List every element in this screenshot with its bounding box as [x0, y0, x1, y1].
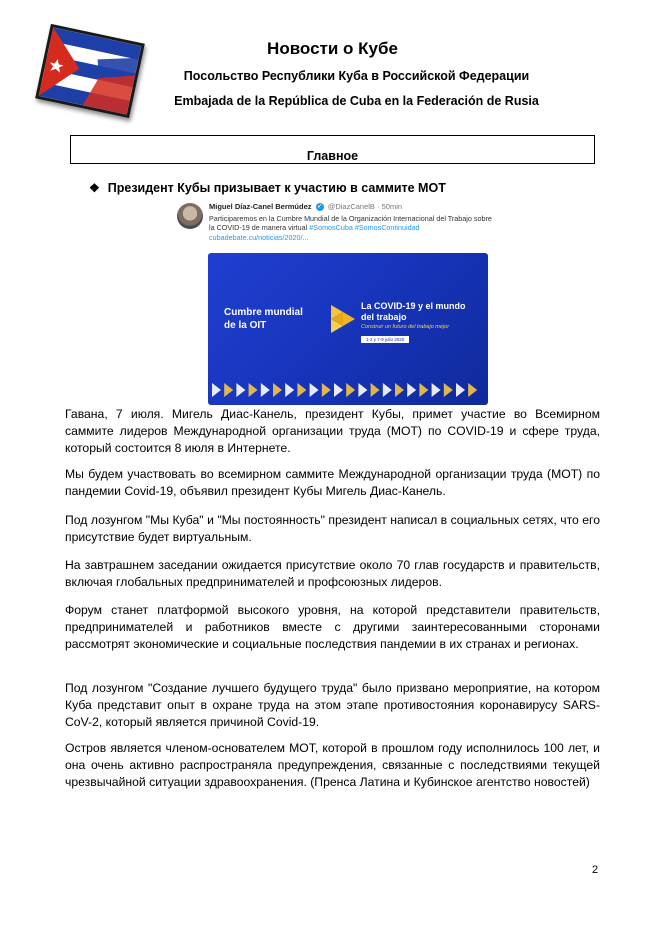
newsletter-title: Новости о Кубе	[267, 39, 398, 58]
page-number: 2	[592, 864, 599, 876]
verified-badge-icon: ✓	[317, 204, 323, 211]
tweet-handle: @DiazCanelB · 50min	[327, 202, 403, 211]
paragraph-4: На завтрашнем заседании ожидается присутствие около 70 глав государств и правительств, включая глобальных предпринимателей и профсоюзных лидеров.	[65, 558, 600, 589]
tweet-author-name: Miguel Díaz-Canel Bermúdez	[209, 202, 312, 211]
tweet-text	[209, 214, 495, 242]
headline-text: Президент Кубы призывает к участию в саммите МОТ	[107, 181, 446, 195]
tweet-image	[175, 197, 495, 408]
paragraph-5: Форум станет платформой высокого уровня, на которой представители правительств, предпринимателей и работников вместе с другими заинтересованными сторонами рассмотрят экономические и социальные последствия пандемии в их странах и регионах.	[65, 603, 600, 651]
diamond-bullet-icon: ❖	[89, 181, 100, 195]
triangle-pattern-icon	[212, 381, 484, 399]
paragraph-1: Гавана, 7 июля. Мигель Диас-Канель, президент Кубы, примет участие во Всемирном саммите лидеров Международной организации труда (МОТ) по COVID-19 и сфере труда, который состоится 8 июля в Интернете.	[65, 407, 600, 455]
paragraph-2: Мы будем участвовать во всемирном саммите Международной организации труда (МОТ) по пандемии Covid-19, объявил президент Кубы Мигель Диас-Канель.	[65, 467, 600, 498]
article-headline	[89, 181, 446, 195]
section-title: Главное	[306, 149, 359, 163]
oit-triangle-logo-icon	[331, 305, 355, 333]
summit-banner	[208, 253, 488, 405]
tweet-body: Participaremos en la Cumbre Mundial de la Organización Internacional del Trabajo sobre la COVID-19 de manera virtual	[209, 214, 492, 233]
tweet-author	[209, 202, 402, 211]
embassy-name-ru: Посольство Республики Куба в Российской Федерации	[183, 69, 530, 83]
banner-right-title: La COVID-19 y el mundo del trabajo	[361, 301, 466, 322]
paragraph-6: Под лозунгом "Создание лучшего будущего труда" было призвано мероприятие, на котором Куба представит опыт в охране труда на этом этапе противостояния коронавирусу SARS-CoV-2, который является причиной Covid-19.	[65, 681, 600, 729]
paragraph-3: Под лозунгом "Мы Куба" и "Мы постоянность" президент написал в социальных сетях, что его присутствие будет виртуальным.	[65, 513, 600, 544]
banner-right-subtitle: Construir un futuro del trabajo mejor	[361, 324, 450, 330]
banner-left-text: Cumbre mundial de la OIT	[224, 307, 303, 331]
banner-date: 1-2 y 7-9 julio 2020	[361, 336, 409, 343]
paragraph-7: Остров является членом-основателем МОТ, которой в прошлом году исполнилось 100 лет, и она очень активно распространяла предупреждения, связанные с последствиями текущей чрезвычайной ситуации здравоохранения. (Пренса Латина и Кубинское агентство новостей)	[65, 741, 600, 789]
embassy-name-es: Embajada de la República de Cuba en la Federación de Rusia	[174, 94, 539, 108]
section-heading	[70, 135, 595, 164]
tweet-hashtags: #SomosCuba #SomosContinuidad cubadebate.cu/noticias/2020/...	[209, 223, 420, 242]
avatar	[177, 203, 203, 229]
